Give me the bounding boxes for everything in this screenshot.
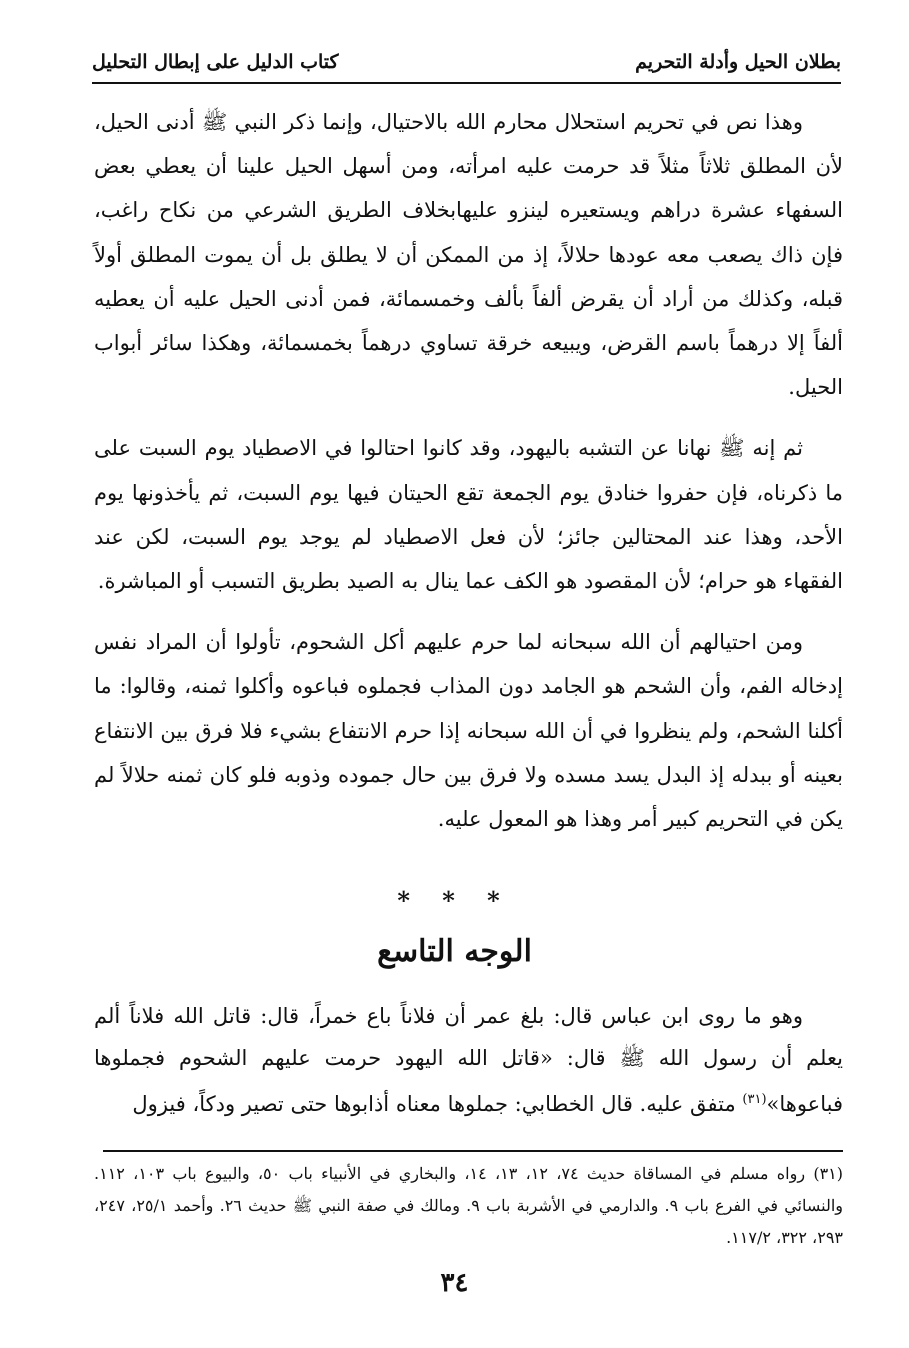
footnote-divider bbox=[103, 1150, 843, 1152]
paragraph: ثم إنه ﷺ نهانا عن التشبه باليهود، وقد كانوا احتالوا في الاصطياد يوم السبت على ما ذكرناه، فإن حفروا خنادق يوم الجمعة تقع الحيتان فيها يوم السبت، ثم يأخذونها يوم الأحد، وهذا عند المحتالين جائز؛ لأن فعل الاصطياد لم يوجد يوم السبت، لكن عند الفقهاء هو حرام؛ لأن المقصود هو الكف عما ينال به الصيد بطريق التسبب أو المباشرة. bbox=[94, 436, 843, 594]
footnote bbox=[94, 1158, 843, 1254]
section-text-part: وهو ما روى ابن عباس قال: بلغ عمر أن فلاناً باع خمراً، قال: قاتل الله فلاناً ألم يعلم أن رسول الله ﷺ قال: «قاتل الله اليهود حرمت عليهم الشحوم فجملوها فباعوها» bbox=[94, 1004, 843, 1116]
section-heading: الوجه التاسع bbox=[377, 934, 532, 969]
paragraph: وهذا نص في تحريم استحلال محارم الله بالاحتيال، وإنما ذكر النبي ﷺ أدنى الحيل، لأن المطلق ثلاثاً مثلاً قد حرمت عليه امرأته، ومن أسهل الحيل علينا أن يعطي بعض السفهاء عشرة دراهم ويستعيره لينزو عليهابخلاف الطريق الشرعي من نكاح راغب، فإن ذاك يصعب معه عودها حلالاً، إذ من الممكن أن لا يطلق بل أن يموت المطلق أولاً قبله، وكذلك من أراد أن يقرض ألفاً بألف وخمسمائة، فمن أدنى الحيل عليه أن يعطيه ألفاً إلا درهماً باسم القرض، ويبيعه خرقة تساوي درهماً بخمسمائة، وهكذا سائر أبواب الحيل. bbox=[94, 110, 843, 400]
paragraph bbox=[94, 995, 843, 1125]
paragraph: ومن احتيالهم أن الله سبحانه لما حرم عليهم أكل الشحوم، تأولوا أن المراد نفس إدخاله الفم، وأن الشحم هو الجامد دون المذاب فجملوه فباعوه وأكلوا ثمنه، وقالوا: ما أكلنا الشحم، ولم ينظروا في أن الله سبحانه إذا حرم الانتفاع بشيء فلا فرق بين الانتفاع بعينه أو ببدله إذ البدل يسد مسده ولا فرق بين حال جموده وذوبه فلو كان ثمنه حلالاً لم يكن في التحريم كبير أمر وهذا هو المعول عليه. bbox=[94, 630, 843, 832]
header-chapter-title: بطلان الحيل وأدلة التحريم bbox=[635, 51, 841, 73]
section-text bbox=[94, 995, 843, 1125]
main-text bbox=[94, 100, 843, 858]
footnote-reference: (٣١) bbox=[742, 1092, 767, 1107]
header-divider bbox=[92, 82, 841, 84]
section-text-part: متفق عليه. قال الخطابي: جملوها معناه أذابوها حتى تصير ودكاً، فيزول bbox=[132, 1092, 743, 1116]
page-number: ٣٤ bbox=[440, 1268, 469, 1298]
header-book-title: كتاب الدليل على إبطال التحليل bbox=[92, 51, 339, 73]
footnote-text: (٣١) رواه مسلم في المساقاة حديث ٧٤، ١٢، ١٣، ١٤، والبخاري في الأنبياء باب ٥٠، والبيوع باب ١٠٣، ١١٢. والنسائي في الفرع باب ٩. والدارمي في الأشربة باب ٩. ومالك في صفة النبي ﷺ حديث ٢٦. وأحمد ٢٥/١، ٢٤٧، ٢٩٣، ٣٢٢، ١١٧/٢. bbox=[94, 1164, 844, 1247]
section-separator: * * * bbox=[397, 886, 512, 915]
running-header bbox=[92, 42, 841, 82]
